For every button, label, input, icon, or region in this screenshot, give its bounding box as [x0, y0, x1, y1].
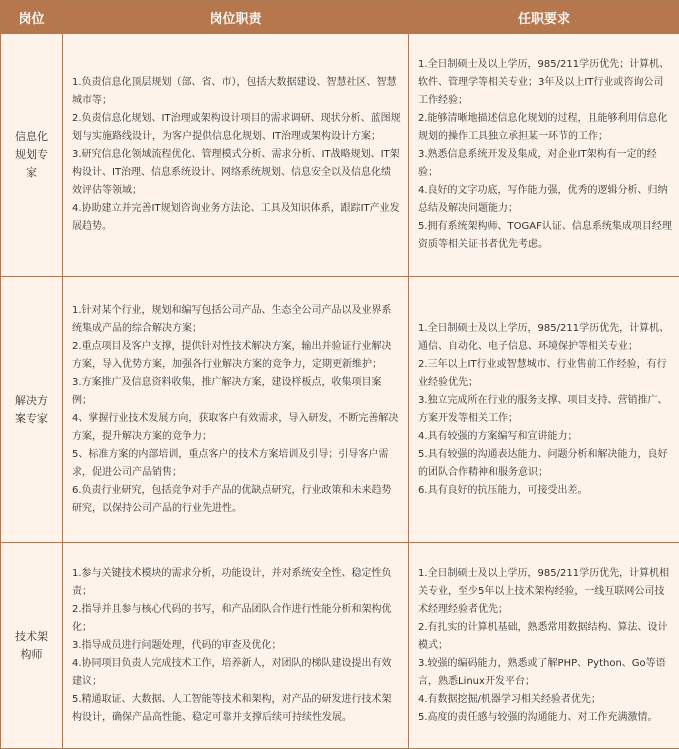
duty-item: 6.负责行业研究，包括竞争对手产品的优缺点研究，行业政策和未来趋势研究，以保持公司产品的行业先进性。	[72, 484, 392, 514]
requirement-item: 5.拥有系统架构师、TOGAF认证、信息系统集成项目经理资质等相关证书者优先考虑。	[418, 221, 672, 250]
duty-item: 4.协助建立并完善IT规划咨询业务方法论、工具及知识体系，跟踪IT产业发展趋势。	[72, 203, 400, 232]
duties-cell	[63, 277, 409, 543]
requirement-item: 4.有数据挖掘/机器学习相关经验者优先；	[418, 693, 601, 705]
duty-item: 2.负责信息化规划、IT治理或架构设计项目的需求调研、现状分析、蓝图规划与实施路线设计，为客户提供信息化规划、IT治理或架构设计方案；	[72, 113, 401, 142]
role-name: 解决方案专家	[14, 393, 48, 425]
duties-cell	[63, 543, 409, 749]
duty-item: 4.协同项目负责人完成技术工作，培养新人，对团队的梯队建设提出有效建议；	[72, 657, 392, 687]
requirement-item: 3.独立完成所在行业的服务支撑、项目支持、营销推广、方案开发等相关工作；	[418, 394, 668, 424]
requirement-item: 2.能够清晰地描述信息化规划的过程，且能够利用信息化规划的操作工具独立承担某一环节的工作；	[418, 113, 668, 142]
requirement-item: 1.全日制硕士及以上学历，985/211学历优先，计算机、通信、自动化、电子信息、环境保护等相关专业；	[418, 322, 670, 352]
requirement-item: 1.全日制硕士及以上学历，985/211学历优先，计算机相关专业，至少5年以上技术架构经验，一线互联网公司技术经理经验者优先；	[418, 567, 670, 615]
duty-item: 3.研究信息化领域流程优化、管理模式分析、需求分析、IT战略规划、IT架构设计、IT治理、信息系统设计、网络系统规划、信息安全以及信息化绩效评估等领域；	[72, 149, 400, 196]
duty-item: 2.指导并且参与核心代码的书写，和产品团队合作进行性能分析和架构优化；	[72, 603, 392, 633]
duty-item: 1.参与关键技术模块的需求分析，功能设计，并对系统安全性、稳定性负责；	[72, 567, 392, 597]
header-duties: 岗位职责	[63, 1, 409, 34]
table-row	[1, 34, 679, 277]
duty-item: 3.指导成员进行问题处理，代码的审查及优化；	[72, 639, 282, 651]
header-role: 岗位	[1, 1, 63, 34]
duty-item: 5、标准方案的内部培训，重点客户的技术方案培训及引导；引导客户需求，促进公司产品销售；	[72, 448, 389, 478]
requirement-item: 5.具有较强的沟通表达能力、问题分析和解决能力，良好的团队合作精神和服务意识；	[418, 448, 668, 478]
role-name: 信息化规划专家	[14, 130, 48, 179]
requirement-item: 2.有扎实的计算机基础，熟悉常用数据结构、算法、设计模式；	[418, 621, 668, 651]
role-cell	[1, 34, 63, 277]
requirement-item: 4.良好的文字功底，写作能力强，优秀的逻辑分析、归纳总结及解决问题能力；	[418, 185, 668, 214]
duty-item: 2.重点项目及客户支撑，提供针对性技术解决方案，输出并验证行业解决方案，导入优势方案，加强各行业解决方案的竞争力，定期更新维护；	[72, 340, 392, 370]
requirement-item: 4.具有较强的方案编写和宣讲能力；	[418, 430, 578, 442]
requirement-item: 1.全日制硕士及以上学历，985/211学历优先；计算机、软件、管理学等相关专业；3年及以上IT行业或咨询公司工作经验；	[418, 59, 670, 106]
header-requirements: 任职要求	[409, 1, 679, 34]
requirement-item: 5.高度的责任感与较强的沟通能力、对工作充满激情。	[418, 711, 658, 723]
duty-item: 1.针对某个行业，规划和编写包括公司产品、生态全公司产品以及业界系统集成产品的综合解决方案；	[72, 304, 392, 334]
requirements-cell	[409, 277, 679, 543]
requirements-cell	[409, 543, 679, 749]
header-row	[1, 1, 679, 34]
role-cell	[1, 277, 63, 543]
duties-cell	[63, 34, 409, 277]
duty-item: 5.精通取证、大数据、人工智能等技术和架构，对产品的研发进行技术架构设计，确保产品高性能、稳定可靠并支撑后续可持续性发展。	[72, 693, 392, 723]
duty-item: 4、掌握行业技术发展方向，获取客户有效需求，导入研发，不断完善解决方案，提升解决方案的竞争力；	[72, 412, 399, 442]
requirement-item: 6.具有良好的抗压能力，可接受出差。	[418, 484, 588, 496]
requirements-cell	[409, 34, 679, 277]
requirement-item: 3.较强的编码能力，熟悉或了解PHP、Python、Go等语言，熟悉Linux开发平台；	[418, 657, 666, 687]
requirement-item: 3.熟悉信息系统开发及集成，对企业IT架构有一定的经验；	[418, 149, 657, 178]
table-row	[1, 277, 679, 543]
requirement-item: 2.三年以上IT行业或智慧城市、行业售前工作经验，有行业经验优先；	[418, 358, 667, 388]
role-cell	[1, 543, 63, 749]
table-row	[1, 543, 679, 749]
role-name: 技术架构师	[14, 629, 48, 661]
duty-item: 3.方案推广及信息资料收集，推广解决方案，建设样板点，收集项目案例；	[72, 376, 382, 406]
duty-item: 1.负责信息化顶层规划（部、省、市），包括大数据建设、智慧社区、智慧城市等；	[72, 77, 397, 106]
